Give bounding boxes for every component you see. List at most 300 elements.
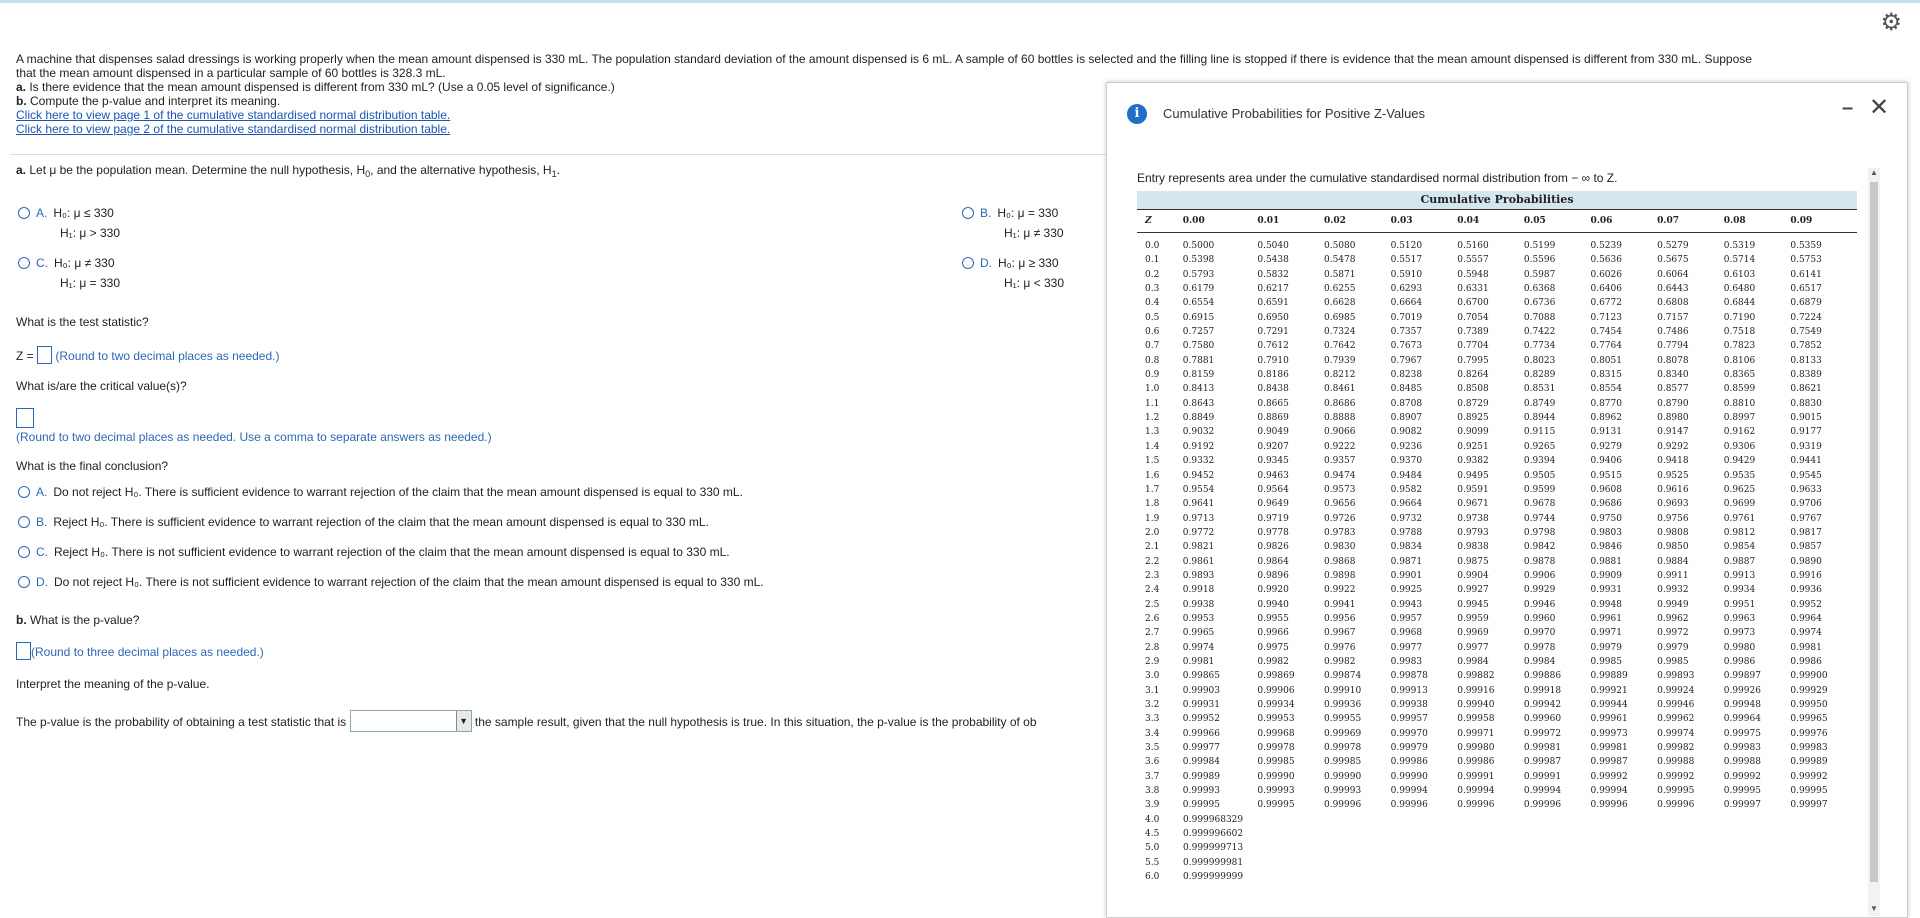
probability-cell: 0.9756	[1657, 513, 1689, 524]
probability-cell: 0.7291	[1257, 327, 1289, 338]
probability-cell: 0.9719	[1257, 513, 1289, 524]
probability-cell: 0.9868	[1323, 556, 1356, 567]
probability-cell: 0.9633	[1790, 484, 1822, 495]
table-row	[1137, 655, 1857, 669]
hypothesis-option-c[interactable]: C. H₀: μ ≠ 330	[18, 256, 115, 270]
probability-cell: 0.99997	[1723, 800, 1761, 811]
probability-cell: 0.7389	[1457, 327, 1489, 338]
probability-cell: 0.9878	[1523, 556, 1556, 567]
probability-cell: 0.7673	[1390, 341, 1423, 352]
entry-description: Entry represents area under the cumulative standardised normal distribution from − ∞ to Z.	[1137, 171, 1618, 185]
probability-cell: 0.6844	[1723, 298, 1756, 309]
probability-cell: 0.99989	[1790, 757, 1828, 768]
probability-cell: 0.99934	[1257, 700, 1295, 710]
probability-cell: 0.9966	[1257, 628, 1289, 639]
z-value-cell: 1.7	[1145, 484, 1160, 495]
z-value-cell: 3.8	[1145, 786, 1160, 797]
probability-cell: 0.99950	[1790, 700, 1828, 710]
probability-cell: 0.9936	[1790, 585, 1822, 596]
probability-cell: 0.99992	[1590, 771, 1628, 782]
probability-cell: 0.99968	[1257, 728, 1295, 739]
probability-cell: 0.6950	[1257, 312, 1289, 323]
probability-cell: 0.8289	[1523, 370, 1556, 381]
probability-cell: 0.9945	[1457, 599, 1489, 610]
probability-cell: 0.9582	[1390, 484, 1423, 495]
z-value-cell: 3.7	[1145, 771, 1160, 782]
probability-cell: 0.5438	[1257, 255, 1289, 266]
radio-button[interactable]	[18, 576, 30, 588]
probability-cell: 0.99993	[1257, 786, 1295, 797]
scrollbar-thumb[interactable]	[1870, 182, 1878, 882]
probability-cell: 0.5120	[1390, 241, 1423, 251]
z-value-cell: 2.0	[1145, 527, 1160, 538]
question-b: b. Compute the p-value and interpret its meaning.	[16, 94, 281, 108]
probability-cell: 0.7910	[1257, 355, 1289, 366]
probability-cell: 0.5832	[1257, 269, 1289, 280]
popup-header	[1107, 83, 1907, 143]
probability-cell: 0.99988	[1723, 757, 1761, 768]
radio-button[interactable]	[18, 546, 30, 558]
probability-cell: 0.9982	[1323, 656, 1356, 667]
probability-cell: 0.6331	[1457, 284, 1489, 295]
probability-cell: 0.9625	[1723, 484, 1756, 495]
probability-cell: 0.9864	[1257, 556, 1289, 567]
probability-cell: 0.6480	[1723, 284, 1756, 295]
probability-cell: 0.7881	[1182, 355, 1215, 366]
probability-cell: 0.99978	[1257, 743, 1295, 754]
probability-cell: 0.8078	[1657, 355, 1689, 366]
table-row	[1137, 268, 1857, 282]
probability-cell: 0.99989	[1182, 771, 1220, 782]
probability-cell: 0.8810	[1723, 398, 1756, 409]
table-row	[1137, 684, 1857, 698]
probability-cell: 0.7549	[1790, 327, 1822, 338]
probability-cell: 0.9793	[1457, 527, 1489, 538]
scroll-up-arrow[interactable]: ▲	[1870, 168, 1878, 177]
table-row	[1137, 397, 1857, 411]
probability-cell: 0.8438	[1257, 384, 1289, 395]
probability-cell: 0.8749	[1523, 398, 1556, 409]
probability-cell: 0.9641	[1182, 499, 1215, 510]
probability-cell: 0.9922	[1323, 585, 1356, 596]
conclusion-option-a[interactable]: A. Do not reject H₀. There is sufficient evidence to warrant rejection of the claim that the mean amount dispensed is equal to 330 mL.	[18, 485, 743, 499]
probability-cell: 0.5557	[1457, 255, 1489, 266]
probability-cell: 0.9591	[1457, 484, 1489, 495]
probability-cell: 0.9978	[1523, 642, 1556, 653]
z-value-cell: 1.6	[1145, 470, 1160, 481]
probability-cell: 0.99990	[1390, 771, 1428, 782]
probability-cell: 0.5040	[1257, 241, 1289, 251]
p-value-input[interactable]	[16, 642, 31, 660]
probability-cell: 0.6179	[1182, 284, 1215, 295]
probability-cell: 0.9887	[1723, 556, 1756, 567]
probability-cell: 0.99952	[1182, 714, 1220, 725]
probability-cell: 0.6406	[1590, 284, 1622, 295]
close-button[interactable]: ✕	[1869, 94, 1890, 121]
minimize-button[interactable]: –	[1842, 97, 1854, 119]
probability-cell: 0.9817	[1790, 527, 1822, 538]
probability-cell: 0.9292	[1657, 441, 1689, 452]
probability-cell: 0.9881	[1590, 556, 1622, 567]
z-value-cell: 3.3	[1145, 714, 1160, 725]
radio-button[interactable]	[18, 516, 30, 528]
probability-cell: 0.6217	[1257, 284, 1289, 295]
probability-cell: 0.99869	[1257, 671, 1295, 682]
probability-cell: 0.9875	[1457, 556, 1489, 567]
probability-cell: 0.99969	[1323, 728, 1362, 739]
probability-cell: 0.7486	[1657, 327, 1689, 338]
z-answer-row: Z = (Round to two decimal places as needed.)	[16, 346, 280, 364]
probability-cell: 0.9904	[1457, 570, 1489, 581]
probability-cell: 0.9963	[1723, 613, 1756, 624]
probability-cell: 0.9980	[1723, 642, 1756, 653]
probability-cell: 0.99995	[1257, 800, 1295, 811]
probability-cell: 0.99893	[1657, 671, 1695, 682]
probability-cell: 0.99994	[1590, 786, 1628, 797]
table-row	[1137, 497, 1857, 511]
probability-cell: 0.99929	[1790, 685, 1828, 696]
z-table	[1137, 191, 1857, 884]
hypothesis-option-a-h1: H₁: μ > 330	[60, 226, 120, 240]
probability-cell: 0.9830	[1323, 542, 1356, 553]
column-header: Z	[1145, 216, 1152, 226]
probability-cell: 0.99962	[1657, 714, 1695, 725]
probability-cell: 0.9951	[1723, 599, 1756, 610]
probability-cell: 0.99995	[1723, 786, 1761, 797]
gear-icon[interactable]: ⚙	[1880, 9, 1902, 36]
table-row	[1137, 598, 1857, 612]
probability-cell: 0.7995	[1457, 355, 1489, 366]
probability-cell: 0.5199	[1523, 241, 1556, 251]
probability-cell: 0.9986	[1790, 656, 1822, 667]
conclusion-question: What is the final conclusion?	[16, 459, 169, 473]
problem-line-1: A machine that dispenses salad dressings is working properly when the mean amount dispensed is 330 mL. The population standard deviation of the amount dispensed is 6 mL. A sample of 60 bottles is selected and the filling line is stopped if there is evidence that the mean amount dispensed is different from 330 mL. Suppose	[16, 52, 1752, 66]
probability-cell: 0.99889	[1590, 671, 1628, 682]
probability-cell: 0.9767	[1790, 513, 1822, 524]
probability-cell: 0.9808	[1657, 527, 1689, 538]
probability-cell: 0.99981	[1590, 743, 1628, 754]
probability-cell: 0.7580	[1182, 341, 1215, 352]
probability-cell: 0.99990	[1257, 771, 1295, 782]
probability-cell: 0.9972	[1657, 628, 1689, 639]
probability-cell: 0.9896	[1257, 570, 1289, 581]
table-row	[1137, 411, 1857, 425]
probability-cell: 0.8830	[1790, 398, 1822, 409]
probability-cell: 0.6141	[1790, 269, 1822, 280]
probability-cell: 0.9345	[1257, 456, 1289, 467]
interpret-question: Interpret the meaning of the p-value.	[16, 677, 210, 691]
probability-cell: 0.9940	[1257, 599, 1289, 610]
table-row	[1137, 454, 1857, 468]
probability-cell: 0.9821	[1182, 542, 1215, 553]
probability-cell: 0.9370	[1390, 456, 1423, 467]
probability-cell: 0.7734	[1523, 341, 1556, 352]
probability-cell: 0.99985	[1257, 757, 1295, 768]
probability-cell: 0.6103	[1723, 269, 1756, 280]
probability-cell: 0.99913	[1390, 685, 1428, 696]
probability-cell: 0.9664	[1390, 499, 1423, 510]
probability-cell: 0.99996	[1523, 800, 1562, 811]
table-row	[1137, 712, 1857, 726]
z-value-cell: 0.2	[1145, 269, 1160, 280]
hypothesis-option-d[interactable]: D. H₀: μ ≥ 330	[962, 256, 1059, 270]
probability-cell: 0.5080	[1323, 241, 1356, 251]
probability-cell: 0.99903	[1182, 685, 1220, 696]
probability-cell: 0.8997	[1723, 413, 1756, 424]
probability-cell: 0.9382	[1457, 456, 1489, 467]
probability-cell: 0.5753	[1790, 255, 1822, 266]
conclusion-option-c[interactable]: C. Reject H₀. There is not sufficient evidence to warrant rejection of the claim that the mean amount dispensed is equal to 330 mL.	[18, 545, 730, 559]
probability-cell: 0.9177	[1790, 427, 1822, 438]
probability-cell: 0.9049	[1257, 427, 1289, 438]
comparison-dropdown[interactable]	[350, 710, 472, 732]
probability-cell: 0.9441	[1790, 456, 1822, 467]
table-row	[1137, 755, 1857, 769]
z-value-cell: 3.5	[1145, 743, 1160, 754]
probability-cell: 0.9981	[1790, 642, 1822, 653]
probability-cell: 0.9953	[1182, 613, 1215, 624]
probability-cell: 0.6700	[1457, 298, 1489, 309]
probability-cell: 0.5675	[1657, 255, 1689, 266]
probability-cell: 0.7088	[1523, 312, 1556, 323]
probability-cell: 0.8643	[1182, 398, 1215, 409]
divider	[10, 154, 1110, 155]
probability-cell: 0.99987	[1523, 757, 1562, 768]
table-page-2-link[interactable]: Click here to view page 2 of the cumulative standardised normal distribution table.	[16, 122, 451, 136]
z-value-cell: 2.2	[1145, 556, 1160, 567]
probability-cell: 0.9783	[1323, 527, 1356, 538]
p-value-sentence: The p-value is the probability of obtaining a test statistic that is ▼ the sample result, given that the null hypothesis is true. In this situation, the p-value is the probability of ob	[16, 710, 1037, 732]
probability-cell: 0.8554	[1590, 384, 1622, 395]
probability-cell: 0.9332	[1182, 456, 1215, 467]
question-a: a. Is there evidence that the mean amount dispensed is different from 330 mL? (Use a 0.05 level of significance.)	[16, 80, 615, 94]
probability-cell: 0.9838	[1457, 542, 1489, 553]
probability-cell: 0.99944	[1590, 700, 1628, 710]
probability-cell: 0.8665	[1257, 398, 1289, 409]
table-row	[1137, 540, 1857, 554]
popup-scrollbar[interactable]	[1868, 168, 1880, 916]
probability-cell: 0.99936	[1323, 700, 1362, 710]
chevron-down-icon: ▼	[456, 711, 471, 731]
probability-cell: 0.6554	[1182, 298, 1215, 309]
z-value-cell: 0.1	[1145, 255, 1160, 266]
probability-cell: 0.8340	[1657, 370, 1689, 381]
table-row	[1137, 669, 1857, 683]
probability-cell: 0.9932	[1657, 585, 1689, 596]
probability-cell: 0.8315	[1590, 370, 1622, 381]
probability-cell: 0.8925	[1457, 413, 1489, 424]
probability-cell: 0.9772	[1182, 527, 1215, 538]
probability-cell: 0.9082	[1390, 427, 1423, 438]
probability-cell: 0.5000	[1182, 241, 1215, 251]
probability-cell: 0.6879	[1790, 298, 1822, 309]
probability-cell: 0.5478	[1323, 255, 1356, 266]
z-value-cell: 1.8	[1145, 499, 1160, 510]
probability-cell: 0.9846	[1590, 542, 1622, 553]
popup-title: Cumulative Probabilities for Positive Z-Values	[1163, 106, 1426, 121]
probability-cell: 0.9955	[1257, 613, 1289, 624]
probability-cell: 0.9906	[1523, 570, 1556, 581]
probability-cell: 0.99953	[1257, 714, 1295, 725]
probability-cell: 0.9564	[1257, 484, 1289, 495]
z-value-cell: 1.1	[1145, 398, 1160, 409]
probability-cell: 0.9927	[1457, 585, 1489, 596]
z-value-cell: 0.3	[1145, 284, 1160, 295]
probability-cell: 0.9916	[1790, 570, 1822, 581]
probability-cell: 0.9678	[1523, 499, 1556, 510]
probability-cell: 0.8944	[1523, 413, 1556, 424]
table-row	[1137, 253, 1857, 267]
probability-cell: 0.8106	[1723, 355, 1756, 366]
probability-cell: 0.8770	[1590, 398, 1622, 409]
conclusion-option-d[interactable]: D. Do not reject H₀. There is not sufficient evidence to warrant rejection of the claim that the mean amount dispensed is equal to 330 mL.	[18, 575, 764, 589]
probability-cell: 0.9761	[1723, 513, 1756, 524]
probability-cell: 0.9484	[1390, 470, 1423, 481]
z-value-cell: 2.9	[1145, 656, 1160, 667]
probability-cell: 0.5359	[1790, 241, 1822, 251]
z-value-cell: 2.3	[1145, 570, 1160, 581]
column-header: 0.08	[1723, 216, 1746, 226]
z-value-cell: 3.2	[1145, 700, 1160, 710]
probability-cell: 0.9554	[1182, 484, 1215, 495]
probability-cell: 0.8708	[1390, 398, 1423, 409]
table-row	[1137, 282, 1857, 296]
probability-cell: 0.9738	[1457, 513, 1489, 524]
probability-cell: 0.9984	[1523, 656, 1556, 667]
probability-cell: 0.7823	[1723, 341, 1756, 352]
table-row	[1137, 382, 1857, 396]
probability-cell: 0.99977	[1182, 743, 1220, 754]
z-input[interactable]	[37, 346, 52, 364]
probability-cell: 0.9147	[1657, 427, 1689, 438]
probability-cell: 0.8621	[1790, 384, 1822, 395]
probability-cell: 0.9573	[1323, 484, 1356, 495]
probability-cell: 0.99906	[1257, 685, 1295, 696]
probability-cell: 0.9699	[1723, 499, 1756, 510]
probability-cell: 0.99996	[1590, 800, 1628, 811]
probability-cell: 0.99996	[1657, 800, 1695, 811]
scroll-down-arrow[interactable]: ▼	[1870, 904, 1878, 913]
radio-button[interactable]	[962, 257, 974, 269]
probability-cell: 0.9236	[1390, 441, 1423, 452]
probability-cell: 0.99991	[1523, 771, 1562, 782]
z-value-cell: 3.0	[1145, 671, 1160, 682]
probability-cell: 0.5948	[1457, 269, 1489, 280]
probability-cell: 0.9918	[1182, 585, 1215, 596]
probability-cell: 0.8888	[1323, 413, 1356, 424]
probability-cell: 0.8531	[1523, 384, 1556, 395]
radio-button[interactable]	[18, 486, 30, 498]
probability-cell: 0.9251	[1457, 441, 1489, 452]
table-row	[1137, 870, 1857, 884]
z-value-cell: 1.3	[1145, 427, 1160, 438]
p-value-answer-row: (Round to three decimal places as needed.)	[16, 642, 264, 660]
probability-cell: 0.8413	[1182, 384, 1215, 395]
probability-cell: 0.9979	[1590, 642, 1622, 653]
probability-cell: 0.9967	[1323, 628, 1356, 639]
probability-cell: 0.9968	[1390, 628, 1423, 639]
probability-cell: 0.99865	[1182, 671, 1220, 682]
radio-button[interactable]	[18, 207, 30, 219]
probability-cell: 0.9965	[1182, 628, 1215, 639]
probability-cell: 0.5319	[1723, 241, 1756, 251]
hypothesis-option-b[interactable]: B. H₀: μ = 330	[962, 206, 1058, 220]
column-header: 0.05	[1523, 216, 1546, 226]
probability-cell: 0.99878	[1390, 671, 1428, 682]
probability-cell: 0.7157	[1657, 312, 1689, 323]
table-row	[1137, 555, 1857, 569]
probability-cell: 0.9938	[1182, 599, 1215, 610]
probability-cell: 0.9962	[1657, 613, 1689, 624]
probability-cell: 0.9854	[1723, 542, 1756, 553]
probability-cell: 0.9842	[1523, 542, 1556, 553]
probability-cell: 0.9959	[1457, 613, 1489, 624]
probability-cell: 0.99995	[1790, 786, 1828, 797]
probability-cell: 0.9686	[1590, 499, 1622, 510]
z-value-cell: 3.4	[1145, 728, 1160, 739]
probability-cell: 0.8485	[1390, 384, 1423, 395]
radio-button[interactable]	[18, 257, 30, 269]
probability-cell: 0.6255	[1323, 284, 1356, 295]
probability-cell: 0.9394	[1523, 456, 1556, 467]
probability-cell: 0.99971	[1457, 728, 1495, 739]
probability-cell: 0.99974	[1657, 728, 1695, 739]
probability-cell: 0.9750	[1590, 513, 1622, 524]
z-value-cell: 1.2	[1145, 413, 1160, 424]
conclusion-option-b[interactable]: B. Reject H₀. There is sufficient evidence to warrant rejection of the claim that the mean amount dispensed is equal to 330 mL.	[18, 515, 709, 529]
probability-cell: 0.7190	[1723, 312, 1756, 323]
probability-cell: 0.99991	[1457, 771, 1495, 782]
probability-cell: 0.99975	[1723, 728, 1761, 739]
probability-cell: 0.7764	[1590, 341, 1622, 352]
probability-cell: 0.9732	[1390, 513, 1423, 524]
probability-cell: 0.99986	[1390, 757, 1428, 768]
probability-cell: 0.6915	[1182, 312, 1215, 323]
probability-cell: 0.9946	[1523, 599, 1556, 610]
probability-cell: 0.9357	[1323, 456, 1356, 467]
probability-cell: 0.8023	[1523, 355, 1556, 366]
probability-cell: 0.9913	[1723, 570, 1756, 581]
probability-cell: 0.99958	[1457, 714, 1495, 725]
radio-button[interactable]	[962, 207, 974, 219]
probability-cell: 0.8980	[1657, 413, 1689, 424]
probability-cell: 0.7257	[1182, 327, 1215, 338]
probability-cell: 0.5239	[1590, 241, 1622, 251]
z-value-cell: 0.8	[1145, 355, 1160, 366]
probability-cell: 0.7967	[1390, 355, 1423, 366]
probability-cell: 0.9977	[1457, 642, 1489, 653]
probability-cell: 0.9545	[1790, 470, 1822, 481]
probability-cell: 0.99931	[1182, 700, 1220, 710]
z-value-cell: 0.4	[1145, 298, 1160, 309]
z-value-cell: 2.5	[1145, 599, 1160, 610]
probability-cell: 0.9826	[1257, 542, 1289, 553]
table-page-1-link[interactable]: Click here to view page 1 of the cumulative standardised normal distribution table.	[16, 108, 451, 122]
probability-cell: 0.9974	[1790, 628, 1822, 639]
probability-cell: 0.6591	[1257, 298, 1289, 309]
probability-cell: 0.9976	[1323, 642, 1356, 653]
probability-cell: 0.99964	[1723, 714, 1761, 725]
probability-cell: 0.99886	[1523, 671, 1562, 682]
probability-cell: 0.99988	[1657, 757, 1695, 768]
probability-cell: 0.8869	[1257, 413, 1289, 424]
critical-value-input[interactable]	[16, 408, 34, 431]
probability-cell: 0.9975	[1257, 642, 1289, 653]
hypothesis-option-a[interactable]: A. H₀: μ ≤ 330	[18, 206, 114, 220]
probability-cell: 0.9984	[1457, 656, 1489, 667]
probability-cell: 0.8186	[1257, 370, 1289, 381]
probability-cell: 0.9943	[1390, 599, 1423, 610]
